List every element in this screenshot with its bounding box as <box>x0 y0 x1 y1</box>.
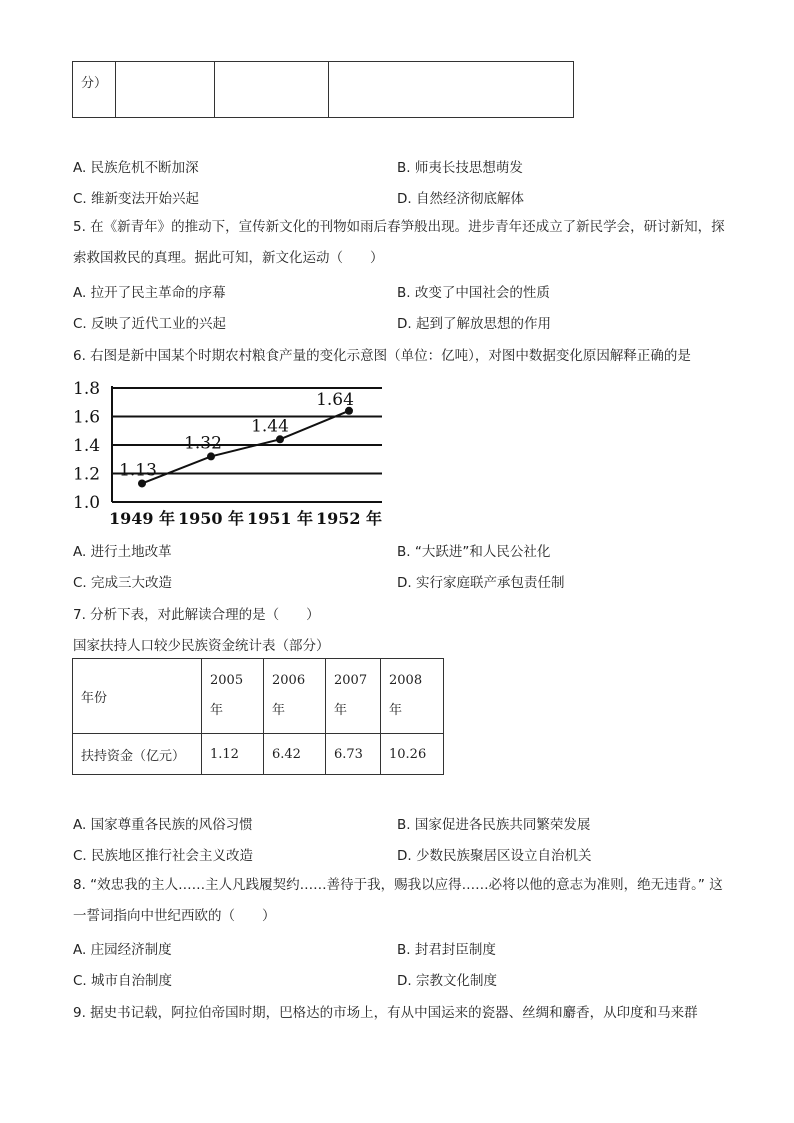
q4-option-c[interactable]: C. 维新变法开始兴起 <box>73 191 200 207</box>
q6-option-b[interactable]: B. “大跃进”和人民公社化 <box>397 544 551 560</box>
header-cell: 2005 年 <box>202 659 264 734</box>
x-tick-label: 1949 年 <box>108 509 176 528</box>
data-label: 1.64 <box>316 389 354 410</box>
q7-option-a[interactable]: A. 国家尊重各民族的风俗习惯 <box>73 817 253 833</box>
y-tick-label: 1.6 <box>73 407 101 428</box>
q5-option-d[interactable]: D. 起到了解放思想的作用 <box>397 316 551 332</box>
q5-stem: 5. 在《新青年》的推动下，宣传新文化的刊物如雨后春笋般出现。进步青年还成立了新民学会，研讨新知，探索救国救民的真理。据此可知，新文化运动（ ） <box>73 219 725 266</box>
header-cell: 2007 年 <box>326 659 381 734</box>
grain-output-chart <box>72 374 392 530</box>
x-tick-label: 1952 年 <box>315 509 383 528</box>
q7-stem: 7. 分析下表，对此解读合理的是（ ） <box>73 607 320 623</box>
q7-table-title: 国家扶持人口较少民族资金统计表（部分） <box>73 638 330 654</box>
data-label: 1.13 <box>119 460 157 481</box>
q9-stem: 9. 据史书记载，阿拉伯帝国时期，巴格达的市场上，有从中国运来的瓷器、丝绸和麝香，从印度和马来群 <box>73 1005 698 1021</box>
q6-option-d[interactable]: D. 实行家庭联产承包责任制 <box>397 575 565 591</box>
row-label: 扶持资金（亿元） <box>73 734 202 775</box>
q8-option-b[interactable]: B. 封君封臣制度 <box>397 942 496 958</box>
table-cell: 6.42 <box>264 734 326 775</box>
q7-option-c[interactable]: C. 民族地区推行社会主义改造 <box>73 848 254 864</box>
q7-option-d[interactable]: D. 少数民族聚居区设立自治机关 <box>397 848 592 864</box>
q5-option-c[interactable]: C. 反映了近代工业的兴起 <box>73 316 227 332</box>
x-tick-label: 1950 年 <box>177 509 245 528</box>
q7-option-b[interactable]: B. 国家促进各民族共同繁荣发展 <box>397 817 591 833</box>
chart-y-ticks <box>73 379 100 513</box>
q4-option-b[interactable]: B. 师夷长技思想萌发 <box>397 160 523 176</box>
q4-option-d[interactable]: D. 自然经济彻底解体 <box>397 191 524 207</box>
fragment-cell <box>329 62 574 118</box>
data-label: 1.32 <box>184 433 222 454</box>
y-tick-label: 1.0 <box>73 493 101 513</box>
data-label: 1.44 <box>251 416 289 437</box>
fragment-cell <box>116 62 215 118</box>
fund-table <box>72 658 444 775</box>
y-tick-label: 1.4 <box>73 436 101 456</box>
table-cell: 10.26 <box>381 734 444 775</box>
q8-stem: 8. “效忠我的主人……主人凡践履契约……善待于我，赐我以应得……必将以他的意志为准则，绝无违背。” 这一誓词指向中世纪西欧的（ ） <box>73 877 723 924</box>
q8-option-d[interactable]: D. 宗教文化制度 <box>397 973 497 989</box>
y-tick-label: 1.8 <box>73 379 101 399</box>
x-tick-label: 1951 年 <box>246 509 314 528</box>
q6-option-c[interactable]: C. 完成三大改造 <box>73 575 173 591</box>
q5-option-b[interactable]: B. 改变了中国社会的性质 <box>397 285 550 301</box>
y-tick-label: 1.2 <box>73 464 101 485</box>
q6-option-a[interactable]: A. 进行土地改革 <box>73 544 172 560</box>
data-point <box>138 479 146 487</box>
header-cell: 2006 年 <box>264 659 326 734</box>
chart-x-ticks <box>109 509 382 528</box>
q5-option-a[interactable]: A. 拉开了民主革命的序幕 <box>73 285 226 301</box>
q8-option-a[interactable]: A. 庄园经济制度 <box>73 942 172 958</box>
table-cell: 1.12 <box>202 734 264 775</box>
header-cell-year: 年份 <box>73 659 202 734</box>
data-point <box>276 435 284 443</box>
fragment-cell <box>215 62 329 118</box>
fragment-table <box>72 61 574 118</box>
q6-stem: 6. 右图是新中国某个时期农村粮食产量的变化示意图（单位：亿吨），对图中数据变化原因解释正确的是 <box>73 348 691 364</box>
fragment-cell: 分） <box>73 62 116 118</box>
q4-option-a[interactable]: A. 民族危机不断加深 <box>73 160 199 176</box>
header-cell: 2008 年 <box>381 659 444 734</box>
q8-option-c[interactable]: C. 城市自治制度 <box>73 973 173 989</box>
table-cell: 6.73 <box>326 734 381 775</box>
data-point <box>207 452 215 460</box>
